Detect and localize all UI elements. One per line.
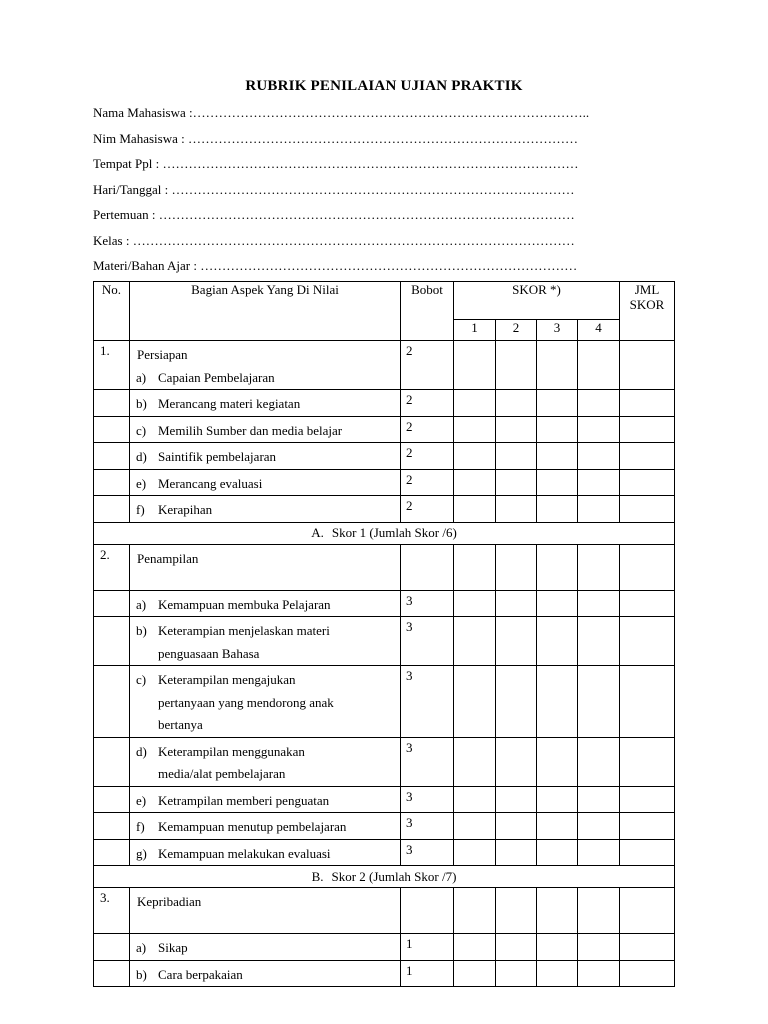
bobot-cell: 3 <box>401 617 454 666</box>
total-cell <box>620 469 675 496</box>
score-cell <box>537 390 578 417</box>
score-cell <box>496 544 537 590</box>
empty-number-cell <box>94 496 130 523</box>
item-text: Keterampian menjelaskan materi <box>158 623 330 638</box>
score-cell <box>496 390 537 417</box>
total-cell <box>620 960 675 987</box>
item-line <box>130 594 396 617</box>
score-cell <box>578 443 620 470</box>
item-line <box>130 367 396 390</box>
header-no: No. <box>94 282 130 341</box>
bobot-cell: 2 <box>401 390 454 417</box>
total-cell <box>620 590 675 617</box>
item-text: Kemampuan melakukan evaluasi <box>158 845 331 861</box>
total-cell <box>620 888 675 934</box>
score-cell <box>537 839 578 866</box>
section-cell <box>130 888 401 934</box>
item-text: Memilih Sumber dan media belajar <box>158 422 343 438</box>
item-line <box>130 446 396 469</box>
score-cell <box>496 813 537 840</box>
header-skor-2: 2 <box>496 320 537 341</box>
total-cell <box>620 786 675 813</box>
item-row <box>94 443 675 470</box>
summary-cell <box>94 866 675 888</box>
item-line: media/alat pembelajaran <box>158 766 286 781</box>
identity-field: Tempat Ppl : …………………………………………………………………………………… <box>93 156 579 171</box>
score-cell <box>578 888 620 934</box>
score-cell <box>537 666 578 738</box>
item-row <box>94 617 675 666</box>
summary-row <box>94 522 675 544</box>
score-cell <box>496 839 537 866</box>
score-cell <box>578 839 620 866</box>
item-row <box>94 590 675 617</box>
item-line: bertanya <box>158 717 203 732</box>
item-line <box>130 816 396 839</box>
score-cell <box>496 416 537 443</box>
score-cell <box>578 617 620 666</box>
item-letter: c) <box>136 672 147 687</box>
score-cell <box>454 813 496 840</box>
item-row <box>94 934 675 961</box>
item-letter: c) <box>136 422 147 438</box>
score-cell <box>496 934 537 961</box>
item-cell <box>130 813 401 840</box>
empty-number-cell <box>94 390 130 417</box>
summary-row <box>94 866 675 888</box>
score-cell <box>454 341 496 390</box>
score-cell <box>454 737 496 786</box>
identity-field: Pertemuan : …………………………………………………………………………………… <box>93 207 575 222</box>
empty-number-cell <box>94 839 130 866</box>
empty-number-cell <box>94 813 130 840</box>
bobot-cell: 3 <box>401 590 454 617</box>
total-cell <box>620 496 675 523</box>
item-letter: a) <box>136 596 147 612</box>
bobot-cell: 1 <box>401 960 454 987</box>
item-cell <box>130 416 401 443</box>
empty-number-cell <box>94 960 130 987</box>
score-cell <box>454 390 496 417</box>
header-jml-line2: SKOR <box>629 297 665 312</box>
total-cell <box>620 666 675 738</box>
item-text: Keterampilan menggunakan <box>158 743 305 759</box>
score-cell <box>454 617 496 666</box>
item-letter: f) <box>136 819 145 834</box>
item-cell <box>130 737 401 786</box>
score-cell <box>578 416 620 443</box>
item-cell <box>130 960 401 987</box>
identity-field: Nim Mahasiswa : ……………………………………………………………………………… <box>93 130 578 146</box>
score-cell <box>578 590 620 617</box>
score-cell <box>537 786 578 813</box>
bobot-cell <box>401 544 454 590</box>
item-letter: f) <box>136 502 145 517</box>
item-line <box>130 499 396 522</box>
score-cell <box>578 469 620 496</box>
item-letter: e) <box>136 475 147 491</box>
score-cell <box>454 888 496 934</box>
item-line <box>130 620 396 643</box>
section-row <box>94 544 675 590</box>
score-cell <box>454 839 496 866</box>
total-cell <box>620 737 675 786</box>
total-cell <box>620 934 675 961</box>
score-cell <box>578 786 620 813</box>
item-letter: b) <box>136 396 147 411</box>
item-letter: d) <box>136 449 147 464</box>
summary-text: Skor 2 (Jumlah Skor /7) <box>331 868 457 884</box>
item-row <box>94 960 675 987</box>
item-line <box>130 473 396 496</box>
total-cell <box>620 341 675 390</box>
score-cell <box>496 341 537 390</box>
score-cell <box>454 666 496 738</box>
item-text: Kerapihan <box>158 502 213 517</box>
header-bobot: Bobot <box>401 282 454 341</box>
score-cell <box>537 590 578 617</box>
score-cell <box>496 443 537 470</box>
item-cell <box>130 934 401 961</box>
identity-field: Kelas : ………………………………………………………………………………………… <box>93 232 575 248</box>
item-line <box>130 843 396 866</box>
item-text: Kemampuan menutup pembelajaran <box>158 819 347 834</box>
total-cell <box>620 544 675 590</box>
item-text: Merancang evaluasi <box>158 475 263 491</box>
item-row <box>94 839 675 866</box>
score-cell <box>454 934 496 961</box>
total-cell <box>620 443 675 470</box>
item-text: Ketrampilan memberi penguatan <box>158 792 330 808</box>
item-line <box>130 790 396 813</box>
item-letter: g) <box>136 845 147 861</box>
item-line <box>130 937 396 960</box>
empty-number-cell <box>94 737 130 786</box>
score-cell <box>454 544 496 590</box>
bobot-cell: 2 <box>401 496 454 523</box>
item-text: Saintifik pembelajaran <box>158 449 277 464</box>
header-jml-line1: JML <box>634 282 660 297</box>
score-cell <box>537 341 578 390</box>
score-cell <box>454 590 496 617</box>
empty-number-cell <box>94 590 130 617</box>
score-cell <box>454 786 496 813</box>
header-aspek: Bagian Aspek Yang Di Nilai <box>130 282 401 341</box>
item-text: Merancang materi kegiatan <box>158 396 301 411</box>
score-cell <box>454 960 496 987</box>
summary-letter: B. <box>311 868 324 884</box>
item-text: Cara berpakaian <box>158 966 243 982</box>
bobot-cell: 2 <box>401 469 454 496</box>
item-letter: b) <box>136 966 147 982</box>
score-cell <box>537 443 578 470</box>
bobot-cell <box>401 888 454 934</box>
bobot-cell: 3 <box>401 666 454 738</box>
score-cell <box>578 737 620 786</box>
item-cell <box>130 443 401 470</box>
section-row <box>94 341 675 390</box>
item-line: penguasaan Bahasa <box>158 645 260 661</box>
item-letter: b) <box>136 623 147 638</box>
empty-number-cell <box>94 666 130 738</box>
item-cell <box>130 469 401 496</box>
score-cell <box>537 617 578 666</box>
identity-field: Hari/Tanggal : ………………………………………………………………………………… <box>93 181 575 197</box>
item-cell <box>130 617 401 666</box>
item-line: pertanyaan yang mendorong anak <box>158 694 334 710</box>
score-cell <box>537 544 578 590</box>
score-cell <box>537 934 578 961</box>
item-row <box>94 390 675 417</box>
item-line <box>130 420 396 443</box>
header-skor-4: 4 <box>578 320 620 341</box>
score-cell <box>578 960 620 987</box>
bobot-cell: 2 <box>401 341 454 390</box>
header-skor-3: 3 <box>537 320 578 341</box>
header-jml-skor <box>620 282 675 341</box>
total-cell <box>620 390 675 417</box>
section-number: 1. <box>94 341 130 390</box>
header-skor: SKOR *) <box>454 282 620 320</box>
score-cell <box>578 496 620 523</box>
score-cell <box>537 960 578 987</box>
score-cell <box>496 496 537 523</box>
bobot-cell: 3 <box>401 839 454 866</box>
item-line <box>130 669 396 692</box>
item-cell <box>130 666 401 738</box>
score-cell <box>537 469 578 496</box>
identity-field: Nama Mahasiswa :……………………………………………………………………………….. <box>93 105 590 120</box>
section-cell <box>130 544 401 590</box>
item-row <box>94 786 675 813</box>
total-cell <box>620 813 675 840</box>
score-cell <box>496 888 537 934</box>
identity-field: Materi/Bahan Ajar : …………………………………………………………………………… <box>93 258 578 273</box>
section-row <box>94 888 675 934</box>
total-cell <box>620 416 675 443</box>
score-cell <box>496 617 537 666</box>
item-cell <box>130 590 401 617</box>
empty-number-cell <box>94 617 130 666</box>
empty-number-cell <box>94 443 130 470</box>
item-row <box>94 469 675 496</box>
section-number: 3. <box>94 888 130 934</box>
item-letter: a) <box>136 940 147 955</box>
bobot-cell: 3 <box>401 737 454 786</box>
score-cell <box>454 469 496 496</box>
summary-letter: A. <box>311 525 324 540</box>
bobot-cell: 2 <box>401 443 454 470</box>
item-letter: d) <box>136 743 147 759</box>
item-text: Kemampuan membuka Pelajaran <box>158 596 331 612</box>
score-cell <box>578 813 620 840</box>
item-row <box>94 737 675 786</box>
item-letter: e) <box>136 792 147 808</box>
bobot-cell: 1 <box>401 934 454 961</box>
score-cell <box>496 590 537 617</box>
document-title: RUBRIK PENILAIAN UJIAN PRAKTIK <box>245 78 523 94</box>
score-cell <box>496 786 537 813</box>
score-cell <box>496 469 537 496</box>
item-cell <box>130 390 401 417</box>
item-text: Capaian Pembelajaran <box>158 369 275 385</box>
section-title: Penampilan <box>137 550 199 566</box>
score-cell <box>578 341 620 390</box>
score-cell <box>537 737 578 786</box>
total-cell <box>620 617 675 666</box>
empty-number-cell <box>94 469 130 496</box>
item-row <box>94 813 675 840</box>
bobot-cell: 2 <box>401 416 454 443</box>
score-cell <box>537 416 578 443</box>
empty-number-cell <box>94 786 130 813</box>
section-title: Persiapan <box>137 347 188 362</box>
summary-cell <box>94 522 675 544</box>
score-cell <box>454 443 496 470</box>
bobot-cell: 3 <box>401 786 454 813</box>
summary-text: Skor 1 (Jumlah Skor /6) <box>331 525 457 540</box>
empty-number-cell <box>94 416 130 443</box>
rubric-body <box>94 341 675 987</box>
section-title: Kepribadian <box>137 894 202 909</box>
section-cell <box>130 341 401 390</box>
item-text: Keterampilan mengajukan <box>158 672 296 687</box>
score-cell <box>454 416 496 443</box>
item-row <box>94 666 675 738</box>
empty-number-cell <box>94 934 130 961</box>
score-cell <box>496 960 537 987</box>
score-cell <box>578 934 620 961</box>
item-cell <box>130 496 401 523</box>
bobot-cell: 3 <box>401 813 454 840</box>
score-cell <box>537 496 578 523</box>
score-cell <box>578 390 620 417</box>
item-line <box>130 393 396 416</box>
total-cell <box>620 839 675 866</box>
item-line <box>130 741 396 764</box>
score-cell <box>578 544 620 590</box>
rubric-table <box>93 281 675 987</box>
section-number: 2. <box>94 544 130 590</box>
score-cell <box>496 737 537 786</box>
item-letter: a) <box>136 369 147 385</box>
score-cell <box>496 666 537 738</box>
item-cell <box>130 839 401 866</box>
score-cell <box>537 813 578 840</box>
score-cell <box>537 888 578 934</box>
score-cell <box>578 666 620 738</box>
item-text: Sikap <box>158 940 188 955</box>
item-cell <box>130 786 401 813</box>
item-row <box>94 416 675 443</box>
item-line <box>130 964 396 987</box>
item-row <box>94 496 675 523</box>
score-cell <box>454 496 496 523</box>
header-skor-1: 1 <box>454 320 496 341</box>
